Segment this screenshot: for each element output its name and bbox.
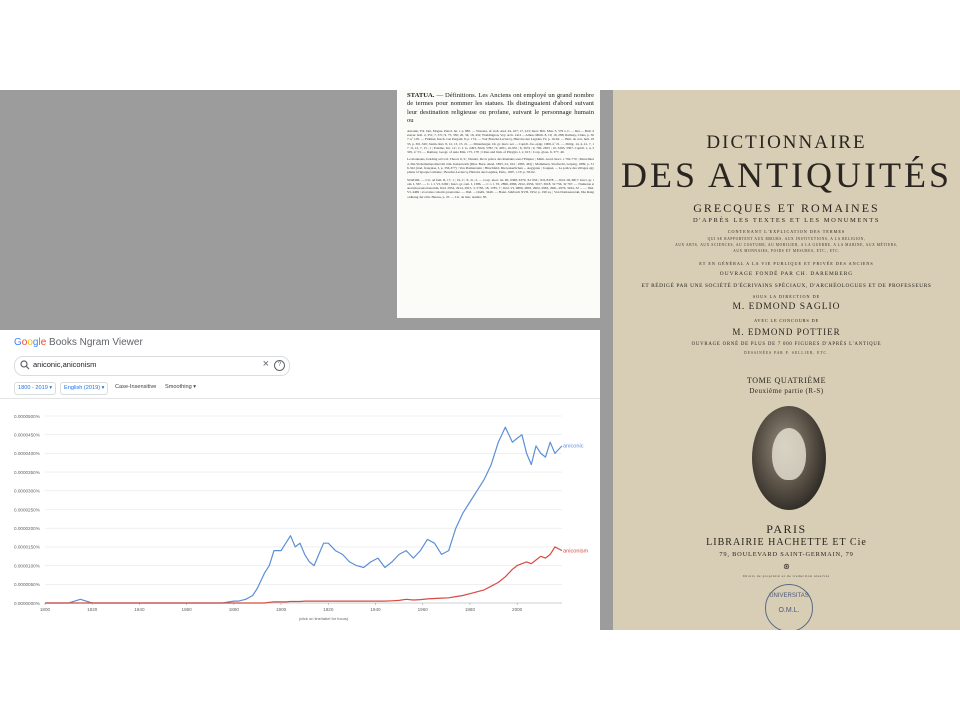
snippet-intro: — Définitions. Les Anciens ont employé un grand nombre de termes pour nommer les statues. Ils distinguaient d'abord suivant leur destination religieuse ou profane, suivant le personnage humain ou [407,92,594,125]
x-tick-label: 1860 [181,607,192,612]
publisher-address: 79, BOULEVARD SAINT-GERMAIN, 79 [719,551,854,558]
brand-letter: o [27,337,33,348]
title-des-antiquites: DES ANTIQUITÉS [621,155,952,195]
ngram-line-chart[interactable] [0,406,600,626]
snippet-references-a: Antonin, Fol. Dei, Mogue, Patrol. lat. t. p. 885. — Wasoire, af. holl. stud. 24, 167; 17, 413; Inscr. Brit. Mus. 3, 579 a. C. ... Dei. ... Bull. dessver. holl. 2, 351; 7, 371; 9, 75, 330; 20, 34; 16, 432; Waddington, Voy. arch. 1412 ... Athen. Mitth. 8, 19; 19, 286; Ramsay, Cities, p. 307, nº 105. — Fränkel, Insch. von Pergam. 8, p. 174. — Voir Bouché-Leclercq, Histoire des Lagides, IV, p. 16-62. — Bull. de corr. hell. 1933, p. 301-320; Justin. Rev. 8, 12, 13, 15, 21. — Dittenberger, Or. gr. inscr. sel. ... Capidl. Jos. epigr. 1906, nº 21. — Dittig. 14, 4, 41, 7, 17 ; 6, 12, 7, 15 ; 1 ; Polemo. Inc. 12 ; C. I. G. 2493, 5024, 5782 ; 9, 4051, 10-955 ; 6, 3074 ; 9, 790, 2653 ; 10, 3295, 3307, Capidl. 1, 4, 3305, nº 53. — Ramsay, Geogr. of Asia Min. 175, 178 ; Cities and bish. of Phrygia 1, 2, 615 ; Corp. gloss. 6. 377, 49. [407,128,594,155]
help-icon[interactable]: ? [274,360,285,371]
snippet-references-b: Le monnaies, Isolding ad Cod. Theod. 6, 9 ; Naudet, De la police des Romains sous l'Empire ; Mém. Acad. Inscr. t. 762-770 ; Marschhold, Die Sicherheitspolizei im röm. Kaiserreich (Diss. Bern. Akad. 1893, 24, 164 ; 1895, 461) ; Mommsen, Strafrecht, Leipzig, 1899, p. 316-322 (trad. française, I, p. 356-377) ; Von Premerstein ; Hirschfeld, Die kaiserlichen ... Aegypten ; Jouguet, ... La police des villages égyptiens à l'époque romaine ; Bouché-Leclercq, Histoire des Lagides, Paris, 1907, t. IV, p. 58-62. [407,157,594,175]
brand-letter: e [40,337,47,348]
dessins-line: DESSINÉES PAR P. SELLIER, ETC. [744,351,829,355]
y-tick-label: 0.0000400% [14,451,40,457]
y-tick-label: 0.0000300% [14,488,40,494]
subtitle-textes-monuments: D'APRÈS LES TEXTES ET LES MONUMENTS [692,217,881,224]
figures-line: OUVRAGE ORNÉ DE PLUS DE 7 000 FIGURES D'APRÈS L'ANTIQUE [691,342,882,347]
case-insensitive-toggle[interactable]: Case-Insensitive [112,382,159,393]
corpus-label: English (2019) [64,385,101,391]
y-tick-label: 0.0000500% [14,413,40,419]
contenant-line: CONTENANT L'EXPLICATION DES TERMES [727,229,846,234]
library-stamp [765,584,813,630]
title-grecques-romaines: GRECQUES ET ROMAINES [693,201,880,215]
search-query[interactable]: aniconic,aniconism [33,360,97,369]
series-label-aniconism[interactable]: aniconism [563,548,589,555]
snippet-paragraph [407,92,594,126]
brand-letter: l [38,337,41,348]
smoothing-dropdown[interactable]: Smoothing ▾ [162,382,199,393]
y-tick-label: 0.0000250% [14,507,40,513]
series-label-aniconic[interactable]: aniconic [563,443,584,450]
concours-line: AVEC LE CONCOURS DE [753,318,819,323]
scanned-text-snippet [397,90,600,318]
sous-direction-line: SOUS LA DIRECTION DE [752,294,821,299]
close-icon[interactable]: × [262,358,269,370]
medallion-face [772,428,806,480]
y-tick-label: 0.0000450% [14,432,40,438]
corpus-dropdown[interactable]: English (2019) ▾ [60,382,108,395]
y-tick-label: 0.0000150% [14,544,40,550]
x-tick-label: 1840 [134,607,145,612]
chart-footnote: (click on line/label for focus) [298,616,349,621]
x-tick-label: 1880 [228,607,239,612]
publisher-mark-icon: ⊛ [783,562,790,571]
ouvrage-fonde-line: OUVRAGE FONDÉ PAR CH. DAREMBERG [719,271,854,277]
search-icon [20,360,30,370]
rights-line: Droits de propriété et de traduction réservés [743,574,830,578]
ngram-viewer-logo[interactable] [14,337,143,348]
divider [0,398,600,399]
x-tick-label: 1800 [39,607,51,612]
year-range-label: 1800 - 2019 [18,385,48,391]
x-tick-label: 2000 [512,607,523,612]
x-tick-label: 1980 [464,607,476,612]
x-tick-label: 1820 [87,607,98,612]
smoothing-label: Smoothing [165,384,192,390]
tome-line: TOME QUATRIÈME [746,376,827,385]
brand-letter: g [32,337,39,348]
editor-pottier: M. EDMOND POTTIER [732,327,841,337]
series-line-aniconism[interactable] [45,547,562,603]
redige-line: ET RÉDIGÉ PAR UNE SOCIÉTÉ D'ÉCRIVAINS SPÉCIAUX, D'ARCHÉOLOGUES ET DE PROFESSEURS [641,283,932,289]
contenant-detail-2: AUX ARTS, AUX SCIENCES, AU COSTUME, AU MOBILIER, A LA GUERRE, A LA MARINE, AUX MÉTIERS, [675,243,898,247]
brand-text: Books Ngram Viewer [46,337,143,348]
stamp-text-mid: O.M.L. [778,607,800,614]
snippet-heading: STATUA. [407,92,435,99]
vie-publique-line: ET EN GÉNÉRAL A LA VIE PUBLIQUE ET PRIVÉE DES ANCIENS [699,261,874,266]
year-range-dropdown[interactable]: 1800 - 2019 ▾ [14,382,56,395]
title-dictionnaire: DICTIONNAIRE [706,132,867,153]
ngram-search-box[interactable] [14,356,290,376]
y-tick-label: 0.0000350% [14,469,40,475]
stamp-text-top: UNIVERSITAS [769,593,809,599]
publisher-name: LIBRAIRIE HACHETTE ET Cie [706,537,867,548]
y-tick-label: 0.0000200% [14,526,40,531]
medallion-head-image [752,406,826,510]
editor-saglio: M. EDMOND SAGLIO [732,302,841,312]
brand-letter: G [14,337,22,348]
publisher-city: PARIS [766,522,807,536]
y-tick-label: 0.0000050% [14,582,40,588]
y-tick-label: 0.0000100% [14,563,40,569]
snippet-references-c: STATOR. — Cic. ad fam. II, 17, 1 ; 19, 2 ; X, 21, 2. — Corp. inscr. lat. III, 6368, 6379, X1 656 ; XII, 8478. — Ibid. III, 6817. Inscr. gr. rom. I, 567. — C. i. l. VI, 5260 ; Inscr. gr. rom. I, 1386. — C. i. l. VI, 2896, 2896, 2912, 2956, 3017, 3018, 32 756, 32 767. — Numerus statorum praetorianorum, Ibid. 2934, 2914, 2915, 3, 5785, 18, 1785, 7 ; Ibid. VI, 9860, 2803, 2962, 2963, 2961, 2976, 3024, 32 ... — Ibid. VI, 4469 ; evocatus cohortis praetoriae. — Ibid. ... Orelli, 3446. — Bonn. Jahrbuch XVII, 1952, p. 190 sq. ; Von Domaszewski, Die Rangordnung der röm. Heeres, p. 25. — Lit. de mar. tauthor, 85. [407,177,594,199]
x-tick-label: 1900 [275,607,287,612]
contenant-detail-3: AUX MONNAIES, POIDS ET MESURES, ETC., ETC. [733,249,840,253]
brand-letter: o [21,337,28,348]
x-tick-label: 1960 [417,607,428,612]
x-tick-label: 1940 [370,607,381,612]
x-tick-label: 1920 [323,607,334,612]
dictionary-title-page [613,90,960,630]
y-tick-label: 0.0000000% [14,600,40,606]
partie-line: Deuxième partie (R-S) [749,387,824,395]
contenant-detail-1: QUI SE RAPPORTENT AUX MŒURS, AUX INSTITUTIONS, A LA RELIGION, [707,237,866,241]
ngram-viewer-panel [0,330,600,630]
